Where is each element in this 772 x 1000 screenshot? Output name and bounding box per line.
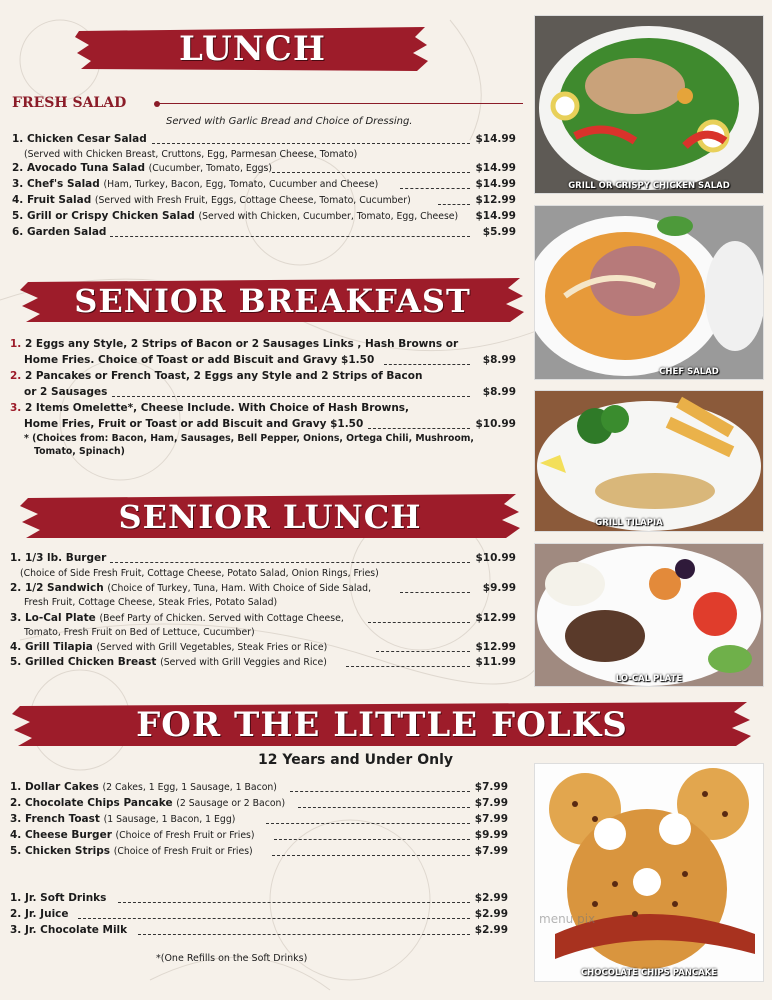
senior-lunch-item-3-name: 3. Lo-Cal Plate bbox=[10, 612, 96, 624]
kids-item-4-desc: (Choice of Fresh Fruit or Fries) bbox=[115, 830, 255, 841]
senior-lunch-item-2-price: $9.99 bbox=[482, 582, 516, 594]
photo-grill-tilapia bbox=[534, 390, 764, 532]
breakfast-item-3-l2 bbox=[24, 418, 363, 430]
leader bbox=[118, 902, 470, 903]
salad-item-3-price: $14.99 bbox=[475, 178, 516, 190]
heading-dot bbox=[154, 101, 160, 107]
photo-lo-cal-plate bbox=[534, 543, 764, 687]
kids-item-3-name: 3. French Toast bbox=[10, 813, 100, 825]
leader bbox=[384, 364, 470, 365]
kids-item-5-desc: (Choice of Fresh Fruit or Fries) bbox=[113, 846, 253, 857]
leader bbox=[368, 428, 470, 429]
salad-item-6 bbox=[12, 226, 106, 238]
senior-lunch-item-2-desc: (Choice of Turkey, Tuna, Ham. With Choice of Side Salad, bbox=[107, 583, 372, 594]
breakfast-item-1-price: $8.99 bbox=[482, 354, 516, 366]
breakfast-footnote-1: * (Choices from: Bacon, Ham, Sausages, Bell Pepper, Onions, Ortega Chili, Mushroom, bbox=[24, 433, 474, 444]
senior-lunch-item-4-desc: (Served with Grill Vegetables, Steak Fries or Rice) bbox=[96, 642, 328, 653]
drink-item-3-price: $2.99 bbox=[474, 924, 508, 936]
kids-item-2 bbox=[10, 797, 285, 809]
salad-item-1-sub: (Served with Chicken Breast, Cruttons, Egg, Parmesan Cheese, Tomato) bbox=[24, 149, 358, 160]
watermark: menu pix bbox=[539, 912, 596, 926]
salad-item-3-name: 3. Chef's Salad bbox=[12, 178, 100, 190]
leader bbox=[400, 188, 470, 189]
breakfast-item-1-num: 1. bbox=[10, 338, 22, 350]
breakfast-item-2-l2 bbox=[24, 386, 107, 398]
tilapia-illustration bbox=[535, 391, 763, 531]
kids-item-5 bbox=[10, 845, 253, 857]
salad-item-5-price: $14.99 bbox=[475, 210, 516, 222]
breakfast-item-2-line2: or 2 Sausages bbox=[24, 386, 108, 398]
photo-caption-4: LO-CAL PLATE bbox=[615, 674, 683, 684]
photo-caption-3: GRILL TILAPIA bbox=[595, 518, 663, 528]
salad-item-2-desc: (Cucumber, Tomato, Eggs) bbox=[148, 163, 273, 174]
salad-item-3 bbox=[12, 178, 378, 190]
kids-item-5-price: $7.99 bbox=[474, 845, 508, 857]
senior-lunch-item-1-sub: (Choice of Side Fresh Fruit, Cottage Cheese, Potato Salad, Onion Rings, Fries) bbox=[20, 568, 379, 579]
salad-item-4 bbox=[12, 194, 411, 206]
salad-note: Served with Garlic Bread and Choice of Dressing. bbox=[166, 116, 413, 127]
leader bbox=[272, 855, 470, 856]
lunch-title: LUNCH bbox=[179, 29, 326, 69]
leader bbox=[152, 143, 470, 144]
drink-item-2-price: $2.99 bbox=[474, 908, 508, 920]
salad-item-4-desc: (Served with Fresh Fruit, Eggs, Cottage Cheese, Tomato, Cucumber) bbox=[94, 195, 411, 206]
lunch-banner bbox=[75, 25, 430, 73]
breakfast-item-2-price: $8.99 bbox=[482, 386, 516, 398]
drink-item-1-name: 1. Jr. Soft Drinks bbox=[10, 892, 107, 904]
leader bbox=[78, 918, 470, 919]
salad-item-2-price: $14.99 bbox=[475, 162, 516, 174]
salad-item-5-name: 5. Grill or Crispy Chicken Salad bbox=[12, 210, 195, 222]
senior-lunch-item-4 bbox=[10, 641, 327, 653]
drink-item-2 bbox=[10, 908, 69, 920]
salad-item-2-name: 2. Avocado Tuna Salad bbox=[12, 162, 146, 174]
photo-chef-salad bbox=[534, 205, 764, 380]
leader bbox=[138, 934, 470, 935]
breakfast-item-3-price: $10.99 bbox=[475, 418, 516, 430]
senior-lunch-item-2-name: 2. 1/2 Sandwich bbox=[10, 582, 104, 594]
salad-item-5-desc: (Served with Chicken, Cucumber, Tomato, Egg, Cheese) bbox=[198, 211, 459, 222]
leader bbox=[112, 396, 470, 397]
senior-lunch-item-3 bbox=[10, 612, 344, 624]
salad-item-4-price: $12.99 bbox=[475, 194, 516, 206]
breakfast-item-3-line2: Home Fries, Fruit or Toast or add Biscuit and Gravy $1.50 bbox=[24, 418, 364, 430]
kids-item-5-name: 5. Chicken Strips bbox=[10, 845, 111, 857]
drink-item-3-name: 3. Jr. Chocolate Milk bbox=[10, 924, 128, 936]
salad-item-2 bbox=[12, 162, 272, 174]
senior-lunch-item-5 bbox=[10, 656, 327, 668]
leader bbox=[346, 666, 470, 667]
salad-plate-illustration bbox=[535, 16, 763, 193]
drink-item-3 bbox=[10, 924, 127, 936]
photo-caption-2: CHEF SALAD bbox=[659, 367, 719, 377]
chef-salad-illustration bbox=[535, 206, 763, 379]
drink-item-1 bbox=[10, 892, 106, 904]
leader bbox=[400, 592, 470, 593]
refill-note: *(One Refills on the Soft Drinks) bbox=[156, 953, 308, 964]
kids-item-3 bbox=[10, 813, 235, 825]
senior-lunch-banner bbox=[20, 492, 520, 542]
kids-item-4-price: $9.99 bbox=[474, 829, 508, 841]
senior-lunch-item-1-price: $10.99 bbox=[475, 552, 516, 564]
leader bbox=[368, 622, 470, 623]
senior-lunch-item-5-price: $11.99 bbox=[475, 656, 516, 668]
salad-item-5 bbox=[12, 210, 458, 222]
salad-item-6-name: 6. Garden Salad bbox=[12, 226, 107, 238]
senior-lunch-item-2-sub: Fresh Fruit, Cottage Cheese, Steak Fries, Potato Salad) bbox=[24, 597, 278, 608]
kids-item-2-name: 2. Chocolate Chips Pancake bbox=[10, 797, 173, 809]
little-folks-banner bbox=[12, 700, 752, 750]
heading-rule bbox=[158, 103, 523, 104]
salad-item-1-name: 1. Chicken Cesar Salad bbox=[12, 133, 147, 145]
leader bbox=[110, 562, 470, 563]
breakfast-item-1-line2: Home Fries. Choice of Toast or add Biscuit and Gravy $1.50 bbox=[24, 354, 375, 366]
senior-breakfast-title: SENIOR BREAKFAST bbox=[74, 282, 471, 320]
drink-item-1-price: $2.99 bbox=[474, 892, 508, 904]
senior-lunch-title: SENIOR LUNCH bbox=[118, 498, 422, 536]
salad-item-6-price: $5.99 bbox=[482, 226, 516, 238]
lo-cal-plate-illustration bbox=[535, 544, 763, 686]
breakfast-item-1-l2 bbox=[24, 354, 374, 366]
kids-item-1-price: $7.99 bbox=[474, 781, 508, 793]
kids-item-1 bbox=[10, 781, 277, 793]
kids-item-3-desc: (1 Sausage, 1 Bacon, 1 Egg) bbox=[103, 814, 236, 825]
kids-item-4-name: 4. Cheese Burger bbox=[10, 829, 112, 841]
senior-lunch-item-1-name: 1. 1/3 lb. Burger bbox=[10, 552, 107, 564]
breakfast-item-2-line1: 2 Pancakes or French Toast, 2 Eggs any Style and 2 Strips of Bacon bbox=[24, 370, 423, 382]
senior-lunch-item-1 bbox=[10, 552, 106, 564]
leader bbox=[290, 791, 470, 792]
senior-lunch-item-3-desc: (Beef Party of Chicken. Served with Cottage Cheese, bbox=[99, 613, 344, 624]
salad-item-4-name: 4. Fruit Salad bbox=[12, 194, 92, 206]
salad-item-1-price: $14.99 bbox=[475, 133, 516, 145]
senior-breakfast-banner bbox=[20, 276, 525, 326]
pancake-illustration bbox=[535, 764, 763, 981]
kids-item-1-desc: (2 Cakes, 1 Egg, 1 Sausage, 1 Bacon) bbox=[102, 782, 277, 793]
senior-lunch-item-4-price: $12.99 bbox=[475, 641, 516, 653]
leader bbox=[298, 807, 470, 808]
breakfast-item-2-num: 2. bbox=[10, 370, 22, 382]
leader bbox=[272, 172, 470, 173]
senior-lunch-item-2 bbox=[10, 582, 371, 594]
leader bbox=[274, 839, 470, 840]
senior-lunch-item-5-name: 5. Grilled Chicken Breast bbox=[10, 656, 157, 668]
kids-item-2-price: $7.99 bbox=[474, 797, 508, 809]
fresh-salad-heading: FRESH SALAD bbox=[12, 95, 127, 111]
leader bbox=[376, 651, 470, 652]
breakfast-footnote-2: Tomato, Spinach) bbox=[34, 446, 125, 457]
kids-item-4 bbox=[10, 829, 255, 841]
photo-chocolate-chips-pancake bbox=[534, 763, 764, 982]
salad-item-1 bbox=[12, 133, 147, 145]
senior-lunch-item-5-desc: (Served with Grill Veggies and Rice) bbox=[160, 657, 327, 668]
drink-item-2-name: 2. Jr. Juice bbox=[10, 908, 69, 920]
breakfast-item-3-line1: 2 Items Omelette*, Cheese Include. With Choice of Hash Browns, bbox=[24, 402, 410, 414]
kids-item-3-price: $7.99 bbox=[474, 813, 508, 825]
photo-caption-1: GRILL OR CRISPY CHICKEN SALAD bbox=[568, 181, 730, 191]
leader bbox=[266, 823, 470, 824]
breakfast-item-1-line1: 2 Eggs any Style, 2 Strips of Bacon or 2 Sausages Links , Hash Browns or bbox=[24, 338, 459, 350]
leader bbox=[110, 236, 470, 237]
breakfast-item-2 bbox=[10, 370, 422, 382]
photo-chicken-salad bbox=[534, 15, 764, 194]
senior-lunch-item-4-name: 4. Grill Tilapia bbox=[10, 641, 93, 653]
breakfast-item-1 bbox=[10, 338, 458, 350]
senior-lunch-item-3-sub: Tomato, Fresh Fruit on Bed of Lettuce, Cucumber) bbox=[24, 627, 255, 638]
breakfast-item-3 bbox=[10, 402, 409, 414]
photo-caption-5: CHOCOLATE CHIPS PANCAKE bbox=[580, 968, 718, 978]
senior-lunch-item-3-price: $12.99 bbox=[475, 612, 516, 624]
little-folks-title: FOR THE LITTLE FOLKS bbox=[136, 705, 628, 745]
salad-item-3-desc: (Ham, Turkey, Bacon, Egg, Tomato, Cucumber and Cheese) bbox=[103, 179, 379, 190]
little-folks-subtitle: 12 Years and Under Only bbox=[258, 752, 453, 768]
kids-item-1-name: 1. Dollar Cakes bbox=[10, 781, 99, 793]
kids-item-2-desc: (2 Sausage or 2 Bacon) bbox=[176, 798, 286, 809]
breakfast-item-3-num: 3. bbox=[10, 402, 22, 414]
